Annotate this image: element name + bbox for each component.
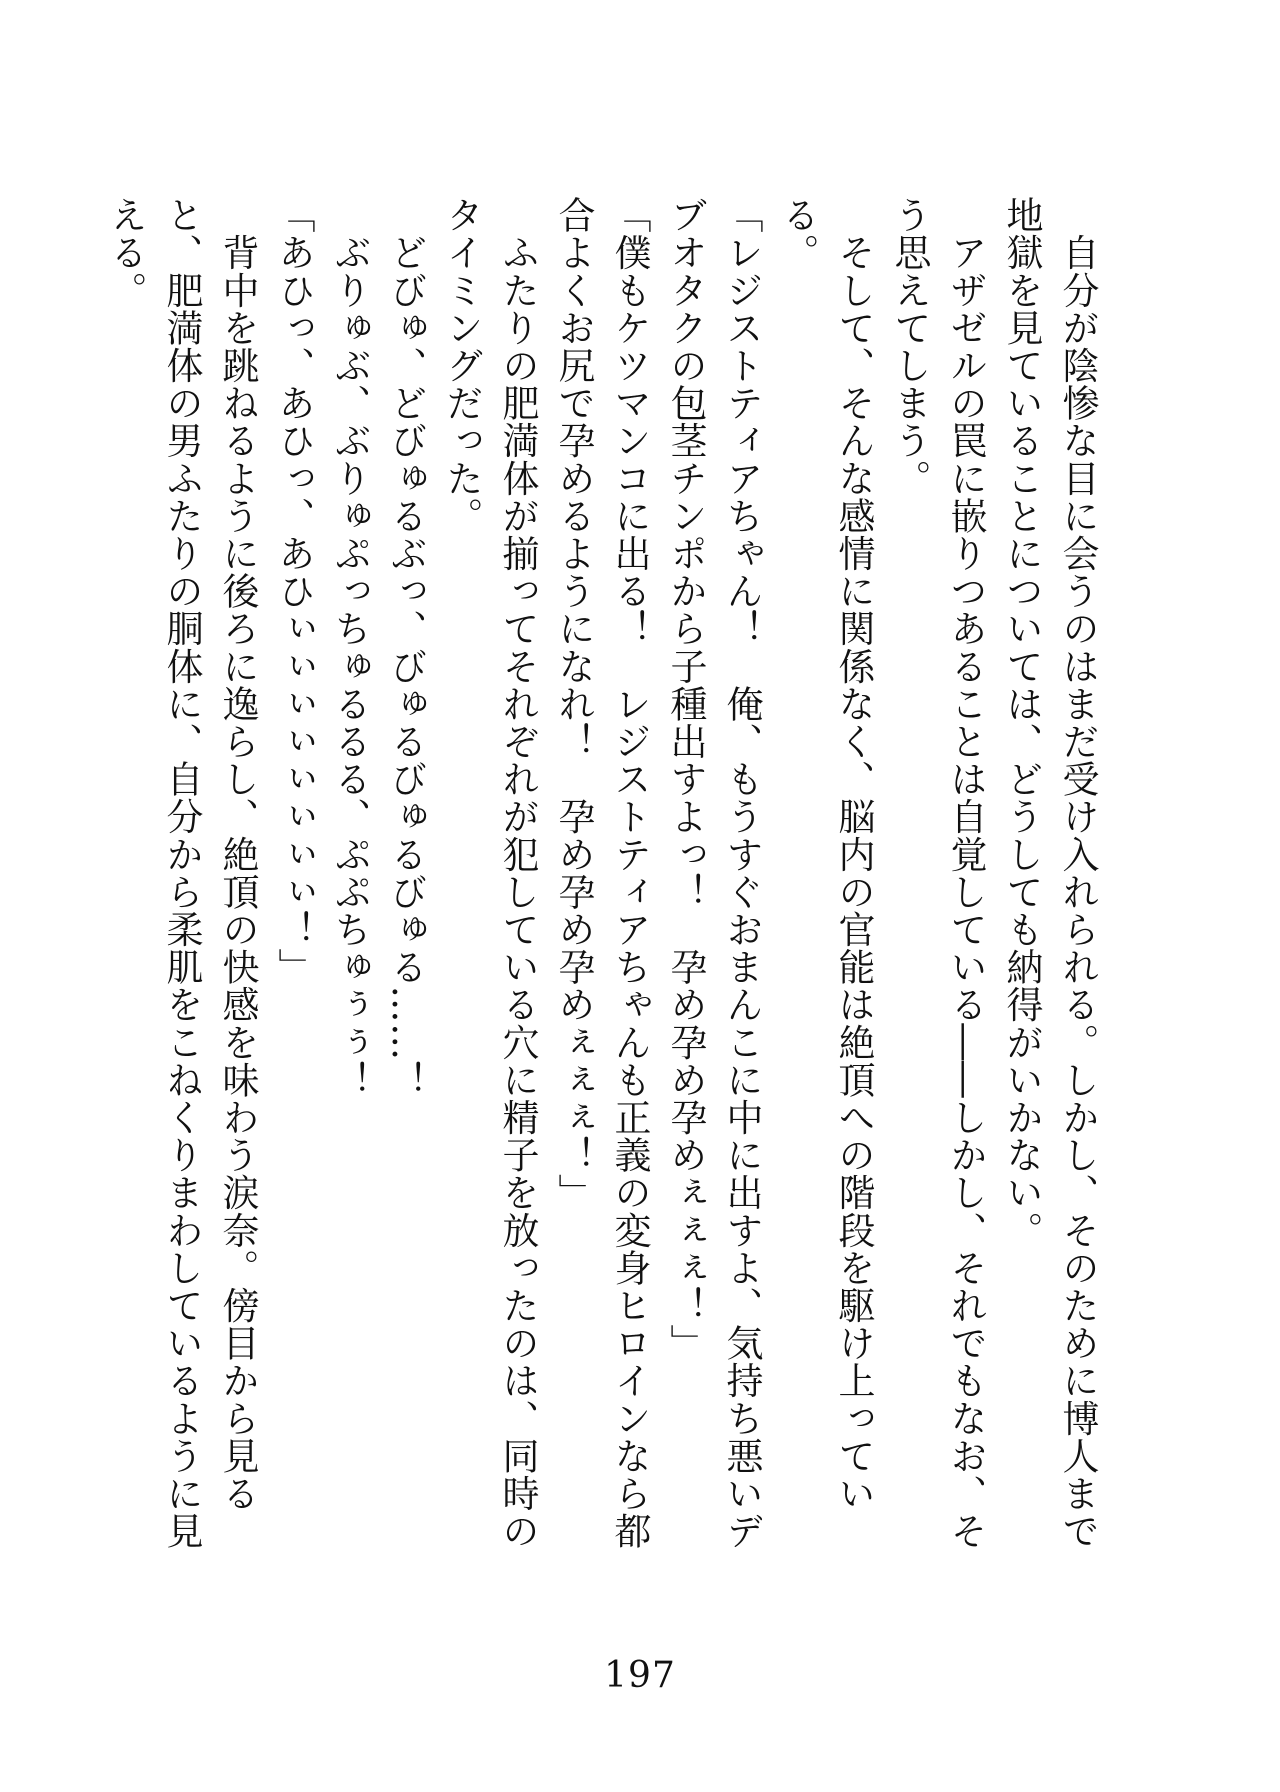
paragraph: 自分が陰惨な目に会うのはまだ受け入れられる。しかし、そのために博人まで地獄を見ていることについては、どうしても納得がいかない。	[1000, 196, 1099, 1550]
paragraph: ぶりゅぶ、ぶりゅぷっちゅるるる、ぷぷちゅぅぅ！	[328, 196, 371, 1099]
paragraph: そして、そんな感情に関係なく、脳内の官能は絶頂への階段を駆け上っている。	[776, 196, 875, 1512]
paragraph: 「レジストティアちゃん！ 俺、もうすぐおまんこに中に出すよ、気持ち悪いデブオタクの包茎チンポから子種出すよっ！ 孕め孕め孕めぇぇぇ！」	[664, 196, 763, 1550]
paragraph: ふたりの肥満体が揃ってそれぞれが犯している穴に精子を放ったのは、同時のタイミングだった。	[440, 196, 539, 1550]
paragraph: 「あひっ、あひっ、あひぃぃぃぃぃぃぃぃ！」	[272, 196, 315, 986]
paragraph: アザゼルの罠に嵌りつあることは自覚している――しかし、それでもなお、そう思えてしまう。	[888, 196, 987, 1550]
paragraph: 背中を跳ねるように後ろに逸らし、絶頂の快感を味わう涙奈。傍目から見ると、肥満体の男ふたりの胴体に、自分から柔肌をこねくりまわしているように見える。	[104, 196, 259, 1550]
vertical-text-body	[104, 196, 1105, 1566]
paragraph: 「僕もケツマンコに出る！ レジストティアちゃんも正義の変身ヒロインなら都合よくお尻で孕めるようになれ！ 孕め孕め孕めぇぇぇ！」	[552, 196, 651, 1550]
page-number: 197	[604, 1655, 676, 1696]
paragraph: どびゅ、どびゅるぶっ、びゅるびゅるびゅる……！	[384, 196, 427, 1099]
